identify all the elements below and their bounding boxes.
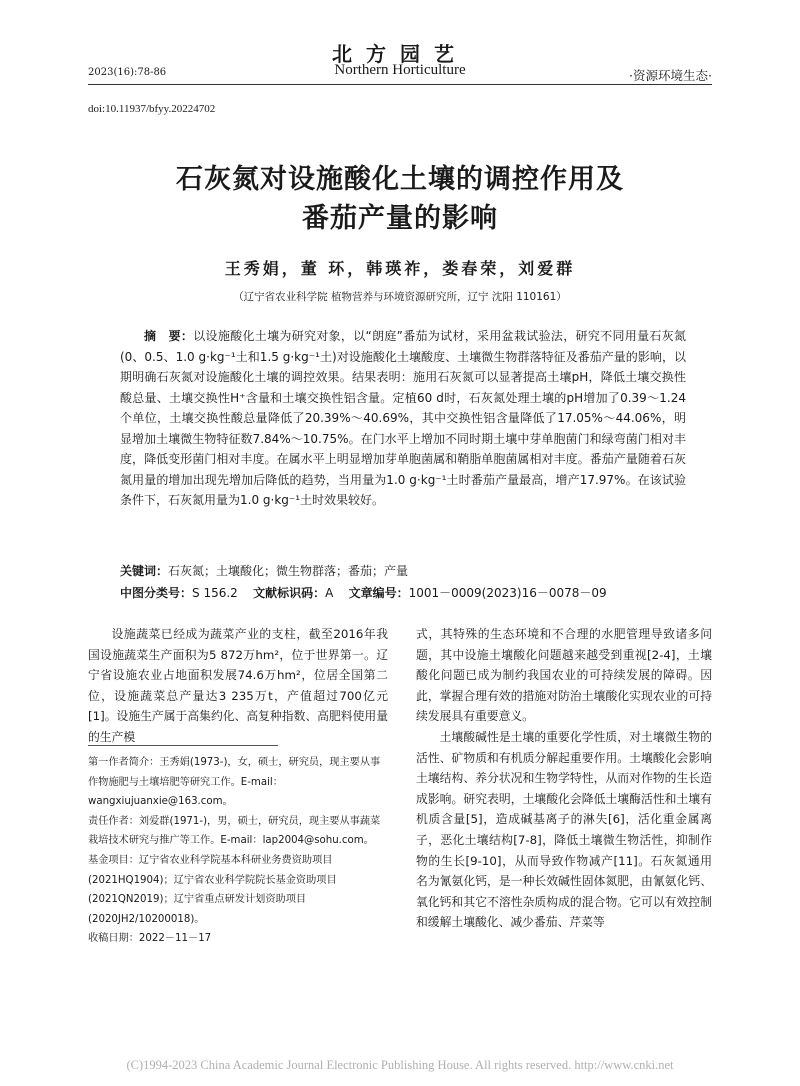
abstract	[120, 326, 686, 511]
keywords	[120, 562, 686, 579]
article-value: 1001－0009(2023)16－0078－09	[408, 586, 607, 600]
copyright-watermark: (C)1994-2023 China Academic Journal Electronic Publishing House. All rights reserved. http://www.cnki.net	[126, 1058, 674, 1072]
abstract-label: 摘 要：	[144, 329, 194, 343]
journal-title-en: Northern Horticulture	[334, 62, 466, 78]
body-paragraph: 式，其特殊的生态环境和不合理的水肥管理导致诸多问题，其中设施土壤酸化问题越来越受到重视[2-4]，土壤酸化问题已成为制约我国农业的可持续发展的障碍。因此，掌握合理有效的措施对防治土壤酸化实现农业的可持续发展具有重要意义。	[416, 627, 712, 724]
header-rule	[88, 84, 712, 85]
body-paragraph: 土壤酸碱性是土壤的重要化学性质，对土壤微生物的活性、矿物质和有机质分解起重要作用。土壤酸化会影响土壤结构、养分状况和生物学特性，从而对作物的生长造成影响。研究表明，土壤酸化会降低土壤酶活性和土壤有机质含量[5]，造成碱基离子的淋失[6]，活化重金属离子，恶化土壤结构[7-8]，降低土壤微生物活性，抑制作物的生长[9-10]，从而导致作物减产[11]。石灰氮通用名为氰氨化钙，是一种长效碱性固体氮肥，由氰氨化钙、氧化钙和其它不溶性杂质构成的混合物。它可以有效控制和缓解土壤酸化、减少番茄、芹菜等	[416, 729, 712, 930]
footnote-funding: 基金项目：辽宁省农业科学院基本科研业务费资助项目(2021HQ1904)；辽宁省农业科学院院长基金资助项目(2021QN2019)；辽宁省重点研发计划资助项目(2020JH2/10200018)。	[88, 854, 337, 925]
clc-value: S 156.2	[192, 586, 238, 600]
body-right-column	[416, 624, 712, 933]
abstract-text: 以设施酸化土壤为研究对象，以“朗庭”番茄为试材，采用盆栽试验法，研究不同用量石灰氮(0、0.5、1.0 g·kg⁻¹土和1.5 g·kg⁻¹土)对设施酸化土壤酸度、土壤微生物群落特征及番茄产量的影响，以期明确石灰氮对设施酸化土壤的调控效果。结果表明：施用石灰氮可以显著提高土壤pH，降低土壤交换性酸总量、土壤交换性H⁺含量和土壤交换性铝含量。定植60 d时，石灰氮处理土壤的pH增加了0.39～1.24个单位，土壤交换性酸总量降低了20.39%～40.69%，其中交换性铝含量降低了17.05%～44.06%，明显增加土壤微生物特征数7.84%～10.75%。在门水平上增加不同时期土壤中芽单胞菌门和绿弯菌门相对丰度，降低变形菌门相对丰度。在属水平上明显增加芽单胞菌属和鞘脂单胞菌属相对丰度。番茄产量随着石灰氮用量的增加出现先增加后降低的趋势，当用量为1.0 g·kg⁻¹土时番茄产量最高，增产17.97%。在该试验条件下，石灰氮用量为1.0 g·kg⁻¹土时效果较好。	[120, 329, 686, 507]
keywords-text: 石灰氮；土壤酸化；微生物群落；番茄；产量	[168, 564, 409, 578]
footnote-received: 收稿日期：2022－11－17	[88, 933, 212, 945]
article-title-line2: 番茄产量的影响	[302, 203, 498, 234]
doi: doi:10.11937/bfyy.20224702	[88, 103, 216, 115]
doc-label: 文献标识码：	[253, 586, 326, 600]
keywords-label: 关键词：	[120, 564, 169, 578]
clc-label: 中图分类号：	[120, 586, 193, 600]
doc-value: A	[325, 586, 334, 600]
authors: 王秀娟，董 环，韩瑛祚，娄春荣，刘爱群	[224, 259, 576, 278]
classification-line	[120, 584, 686, 601]
column-name: ·资源环境生态·	[629, 68, 712, 83]
footnote-rule	[88, 745, 278, 746]
body-paragraph: 设施蔬菜已经成为蔬菜产业的支柱，截至2016年我国设施蔬菜生产面积为5 872万hm²，位于世界第一。辽宁省设施农业占地面积发展74.6万hm²，位居全国第二位，设施蔬菜总产量达3 235万t，产值超过700亿元[1]。设施生产属于高集约化、高复种指数、高肥料使用量的生产模	[88, 627, 388, 744]
footnote-first-author: 第一作者简介：王秀娟(1973-)，女，硕士，研究员，现主要从事作物施肥与土壤培肥等研究工作。E-mail：wangxiujuanxie@163.com。	[88, 757, 381, 808]
footnotes	[88, 753, 388, 949]
journal-title-cn: 北方园艺	[332, 42, 468, 66]
affiliation: （辽宁省农业科学院 植物营养与环境资源研究所，辽宁 沈阳 110161）	[233, 291, 567, 303]
article-title-line1: 石灰氮对设施酸化土壤的调控作用及	[176, 164, 624, 195]
article-label: 文章编号：	[348, 586, 409, 600]
issue-info: 2023(16):78-86	[88, 67, 167, 78]
body-left-column	[88, 624, 388, 748]
footnote-corresponding: 责任作者：刘爱群(1971-)，男，硕士，研究员，现主要从事蔬菜栽培技术研究与推广等工作。E-mail：lap2004@sohu.com。	[88, 815, 381, 847]
